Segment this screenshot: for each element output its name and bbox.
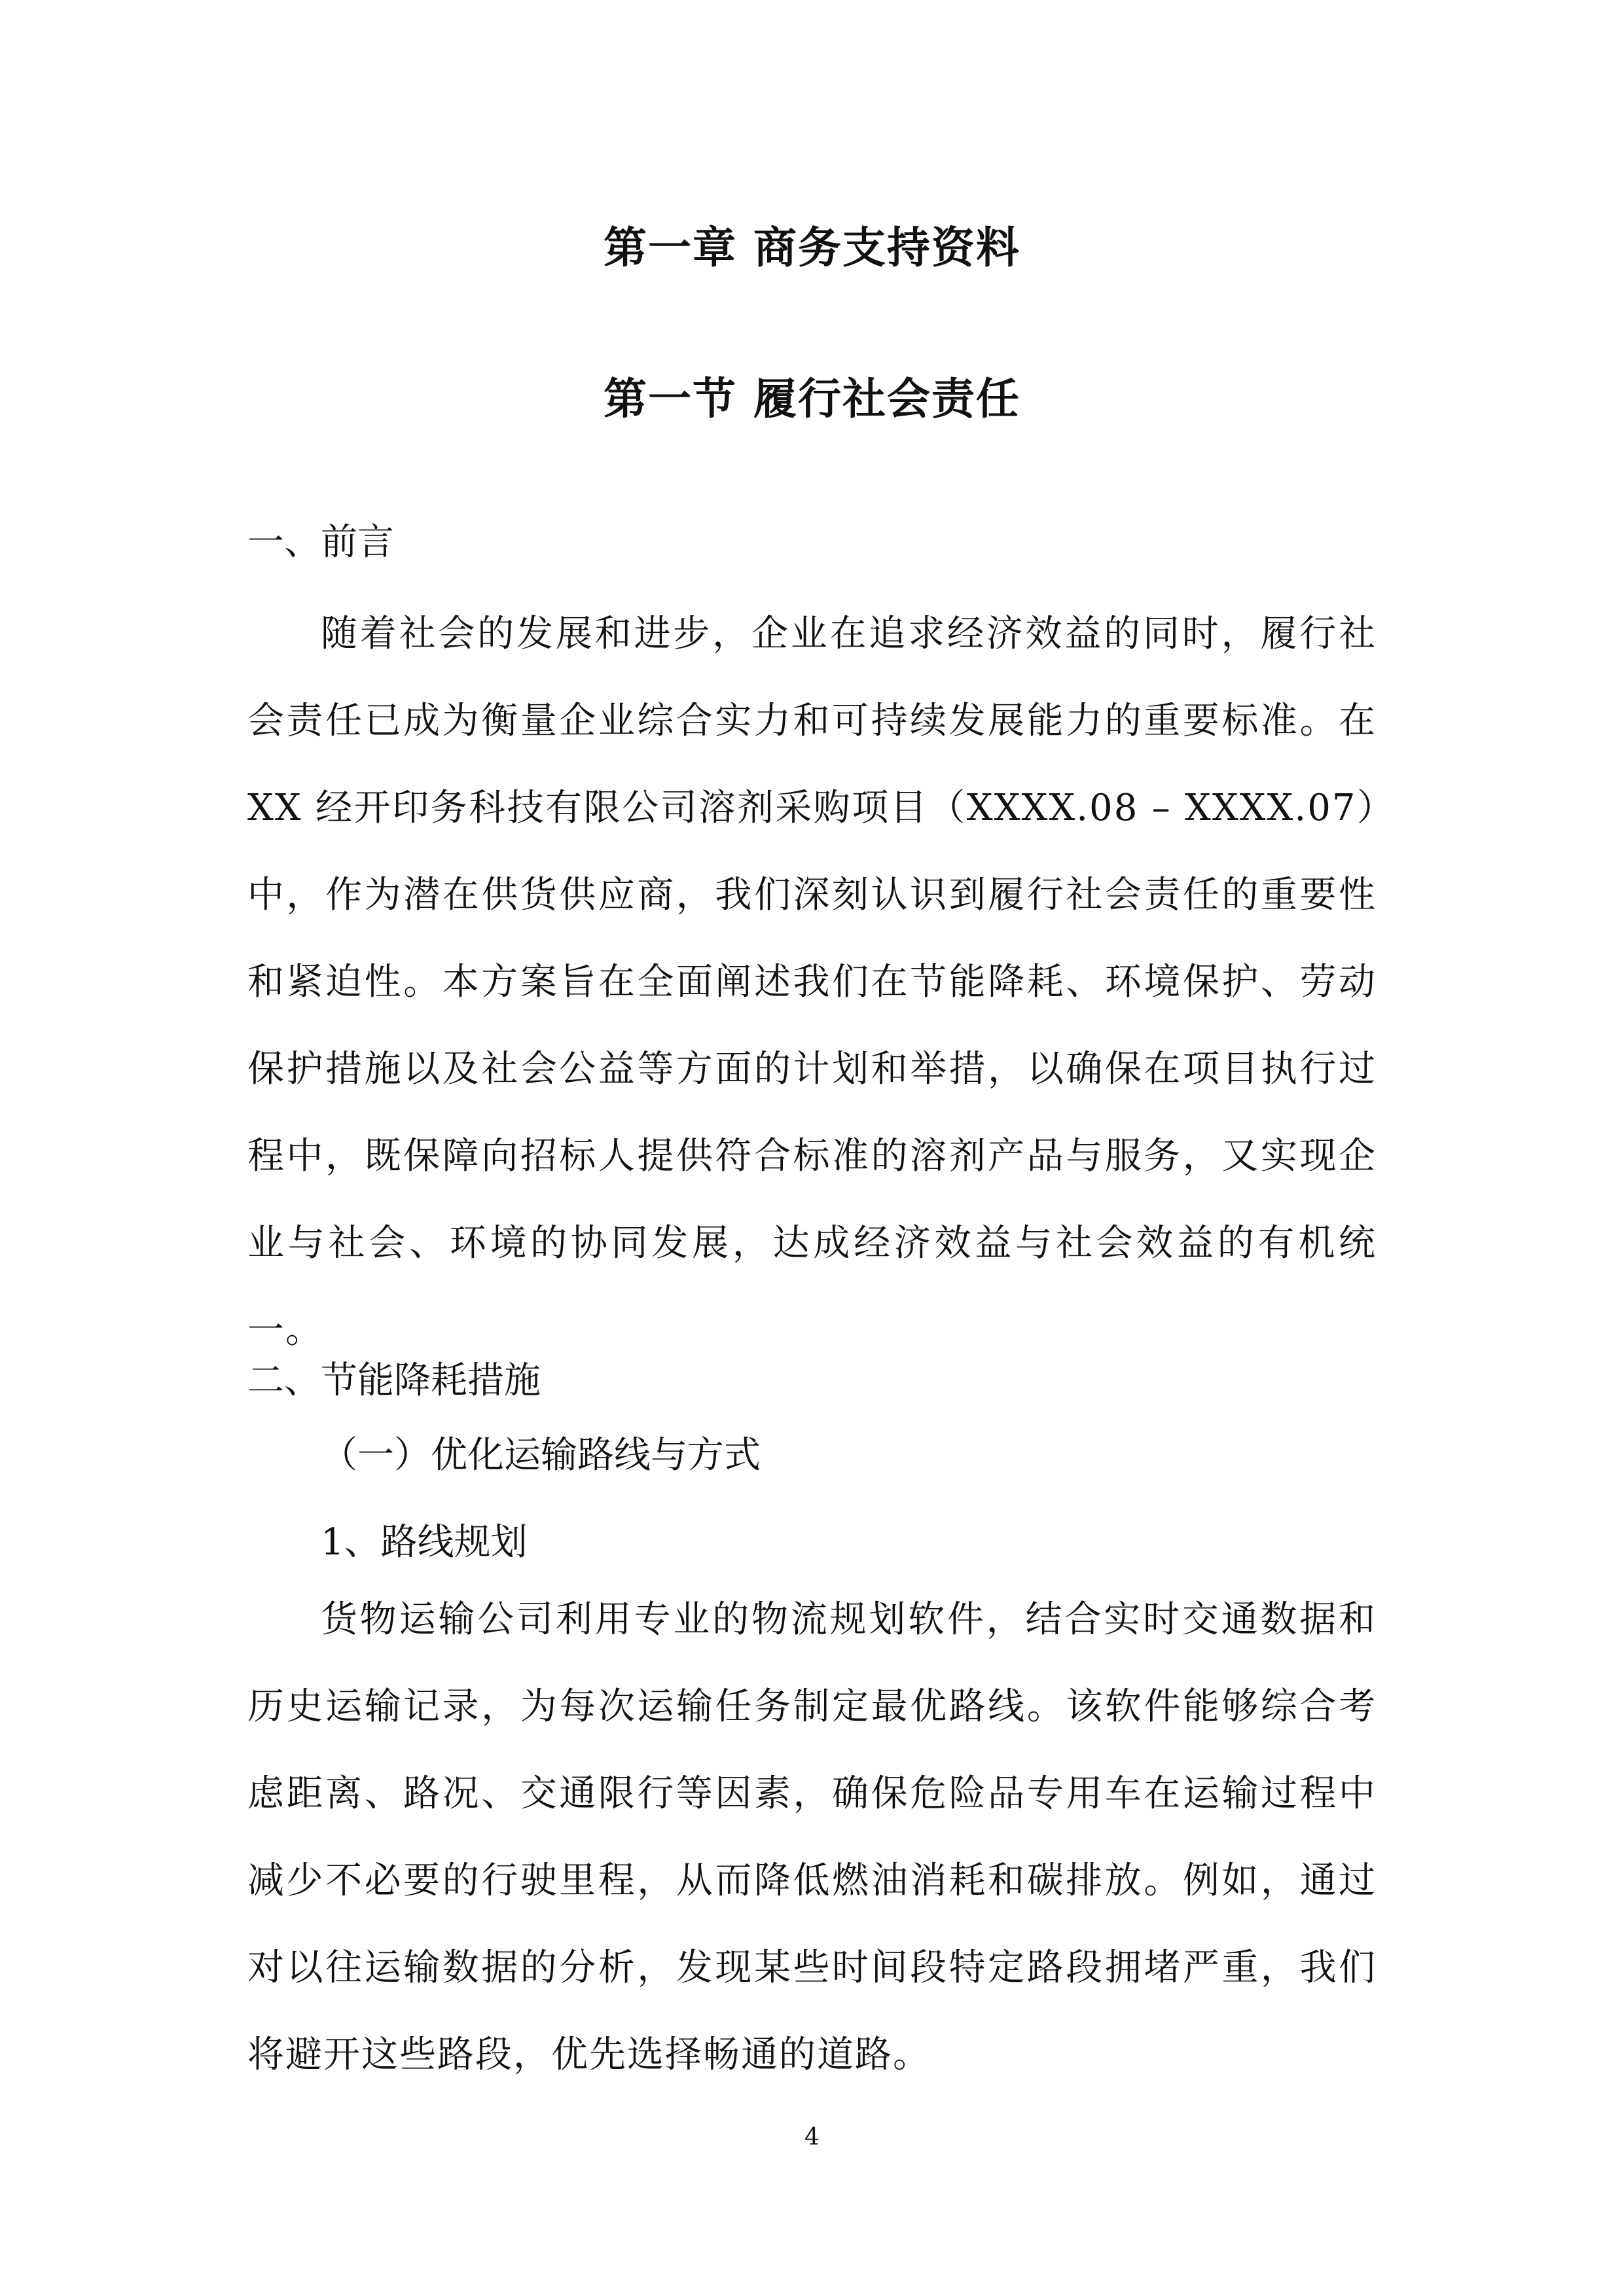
preface-paragraph: 随着社会的发展和进步，企业在追求经济效益的同时，履行社会责任已成为衡量企业综合实力和可持续发展能力的重要标准。在 XX 经开印务科技有限公司溶剂采购项目（XXXX.08 – XXXX.07）中，作为潜在供货供应商，我们深刻认识到履行社会责任的重要性和紧迫性。本方案旨在全面阐述我们在节能降耗、环境保护、劳动保护措施以及社会公益等方面的计划和举措，以确保在项目执行过程中，既保障向招标人提供符合标准的溶剂产品与服务，又实现企业与社会、环境的协同发展，达成经济效益与社会效益的有机统一。 [247, 613, 1377, 1352]
chapter-title: 第一章 商务支持资料 [604, 222, 1020, 273]
section-title: 第一节 履行社会责任 [604, 373, 1020, 424]
page-number: 4 [804, 2124, 820, 2151]
subheading-transport: （一）优化运输路线与方式 [321, 1434, 761, 1477]
heading-energy-saving: 二、节能降耗措施 [247, 1359, 541, 1402]
route-planning-paragraph: 货物运输公司利用专业的物流规划软件，结合实时交通数据和历史运输记录，为每次运输任务制定最优路线。该软件能够综合考虑距离、路况、交通限行等因素，确保危险品专用车在运输过程中减少不必要的行驶里程，从而降低燃油消耗和碳排放。例如，通过对以往运输数据的分析，发现某些时间段特定路段拥堵严重，我们将避开这些路段，优先选择畅通的道路。 [247, 1598, 1377, 2076]
heading-preface: 一、前言 [247, 521, 394, 564]
item-route-planning: 1、路线规划 [321, 1521, 528, 1564]
